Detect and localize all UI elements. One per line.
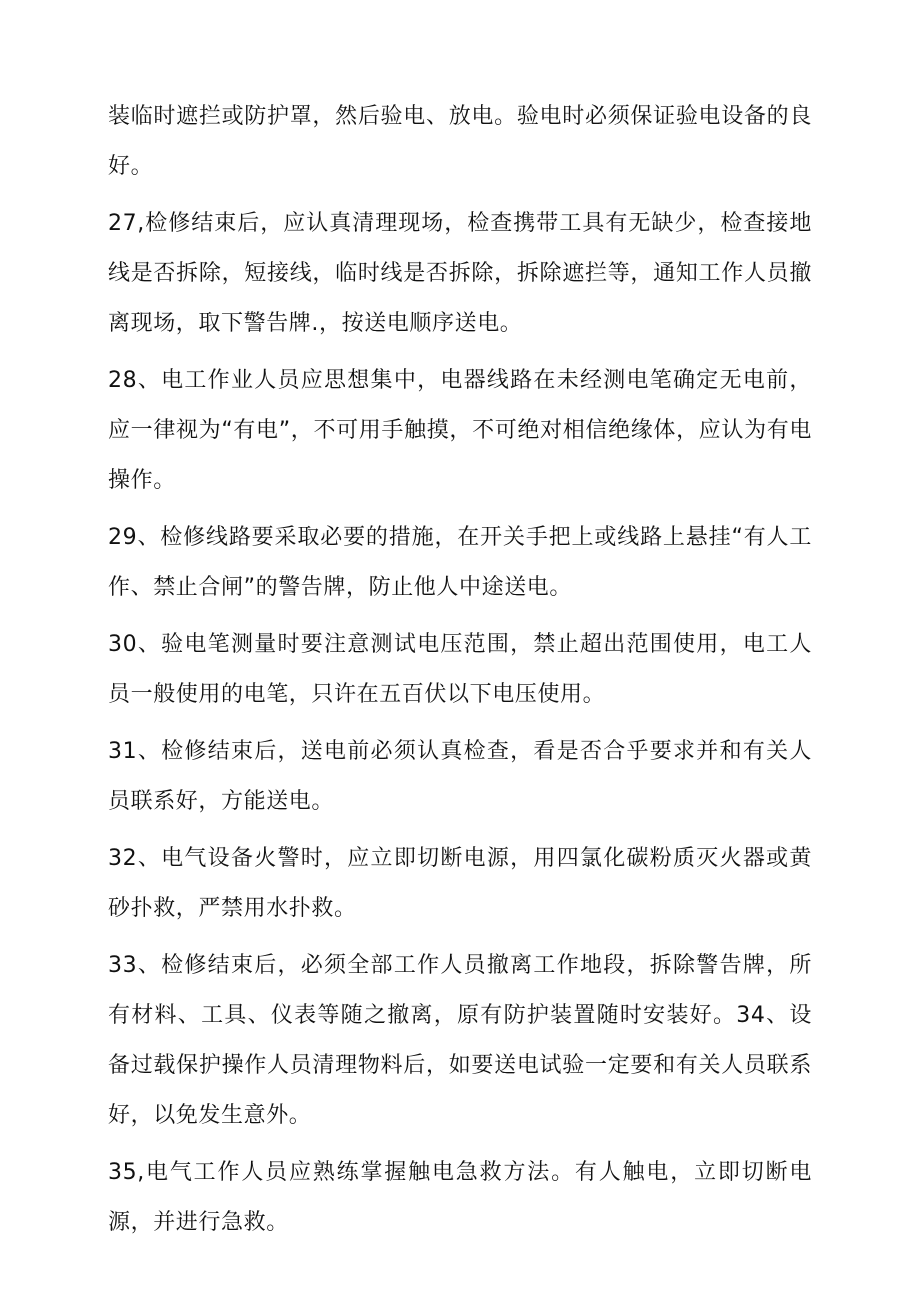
paragraph-item-32: 32、电气设备火警时，应立即切断电源，用四氯化碳粉质灭火器或黄砂扑救，严禁用水扑救。 bbox=[108, 846, 812, 921]
paragraph-item-33-34: 33、检修结束后，必须全部工作人员撤离工作地段，拆除警告牌，所有材料、工具、仪表等随之撤离，原有防护装置随时安装好。34、设备过载保护操作人员清理物料后，如要送电试验一定要和有关人员联系好，以免发生意外。 bbox=[108, 953, 812, 1128]
paragraph-item-30: 30、验电笔测量时要注意测试电压范围，禁止超出范围使用，电工人员一般使用的电笔，只许在五百伏以下电压使用。 bbox=[108, 632, 812, 707]
paragraph-item-35: 35,电气工作人员应熟练掌握触电急救方法。有人触电，立即切断电源，并进行急救。 bbox=[108, 1160, 812, 1235]
paragraph-item-28: 28、电工作业人员应思想集中，电器线路在未经测电笔确定无电前，应一律视为“有电”，不可用手触摸，不可绝对相信绝缘体，应认为有电操作。 bbox=[108, 368, 812, 493]
paragraph-item-31: 31、检修结束后，送电前必须认真检查，看是否合乎要求并和有关人员联系好，方能送电。 bbox=[108, 739, 812, 814]
paragraph-item-29: 29、检修线路要采取必要的措施，在开关手把上或线路上悬挂“有人工作、禁止合闸”的警告牌，防止他人中途送电。 bbox=[108, 525, 812, 600]
paragraph-continuation: 装临时遮拦或防护罩，然后验电、放电。验电时必须保证验电设备的良好。 bbox=[108, 104, 812, 179]
paragraph-item-27: 27,检修结束后，应认真清理现场，检查携带工具有无缺少，检查接地线是否拆除，短接线，临时线是否拆除，拆除遮拦等，通知工作人员撤离现场，取下警告牌.，按送电顺序送电。 bbox=[108, 211, 812, 336]
